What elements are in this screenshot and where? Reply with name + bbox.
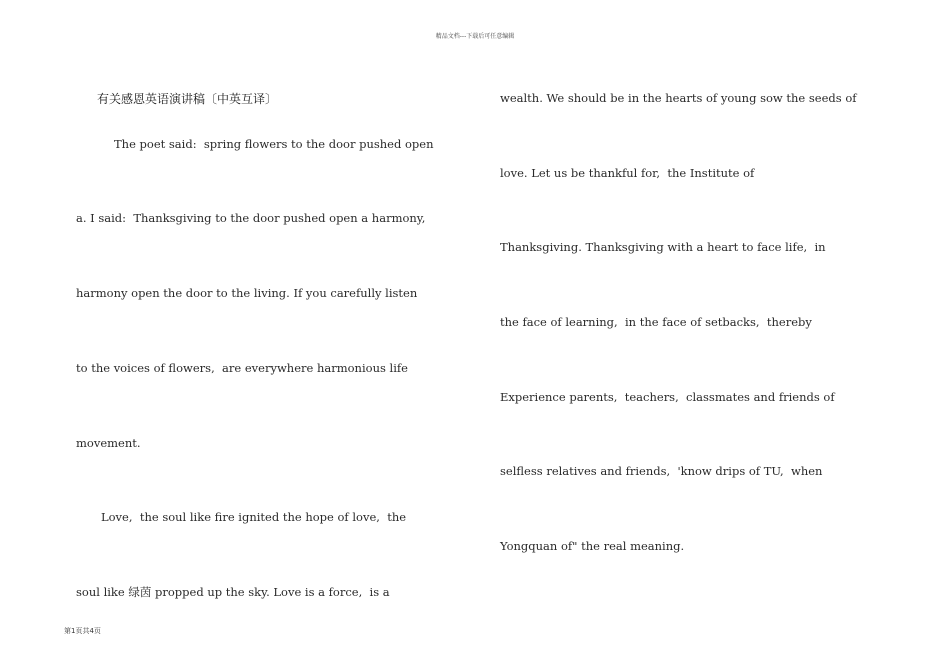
- left-line-6: Love, the soul like fire ignited the hope of love, the: [101, 510, 407, 524]
- left-line-7: soul like 绿茵 propped up the sky. Love is a force, is a: [76, 585, 390, 599]
- right-line-3: Thanksgiving. Thanksgiving with a heart to face life, in: [500, 240, 826, 254]
- left-line-4: to the voices of flowers, are everywhere harmonious life: [76, 361, 408, 375]
- page-number: 第1页共4页: [64, 627, 101, 635]
- right-line-7: Yongquan of" the real meaning.: [500, 539, 685, 553]
- right-line-1: wealth. We should be in the hearts of young sow the seeds of: [500, 91, 857, 105]
- left-line-1: The poet said: spring flowers to the door pushed open: [114, 137, 434, 151]
- right-line-4: the face of learning, in the face of setbacks, thereby: [500, 315, 812, 329]
- right-line-6: selfless relatives and friends, 'know drips of TU, when: [500, 464, 823, 478]
- right-line-2: love. Let us be thankful for, the Institute of: [500, 166, 755, 180]
- right-line-5: Experience parents, teachers, classmates and friends of: [500, 390, 835, 404]
- left-line-2: a. I said: Thanksgiving to the door pushed open a harmony,: [76, 211, 426, 225]
- left-line-5: movement.: [76, 436, 141, 450]
- header-note: 精品文档---下载后可任意编辑: [435, 33, 515, 40]
- left-line-3: harmony open the door to the living. If you carefully listen: [76, 286, 418, 300]
- document-title: 有关感恩英语演讲稿〔中英互译〕: [97, 92, 278, 106]
